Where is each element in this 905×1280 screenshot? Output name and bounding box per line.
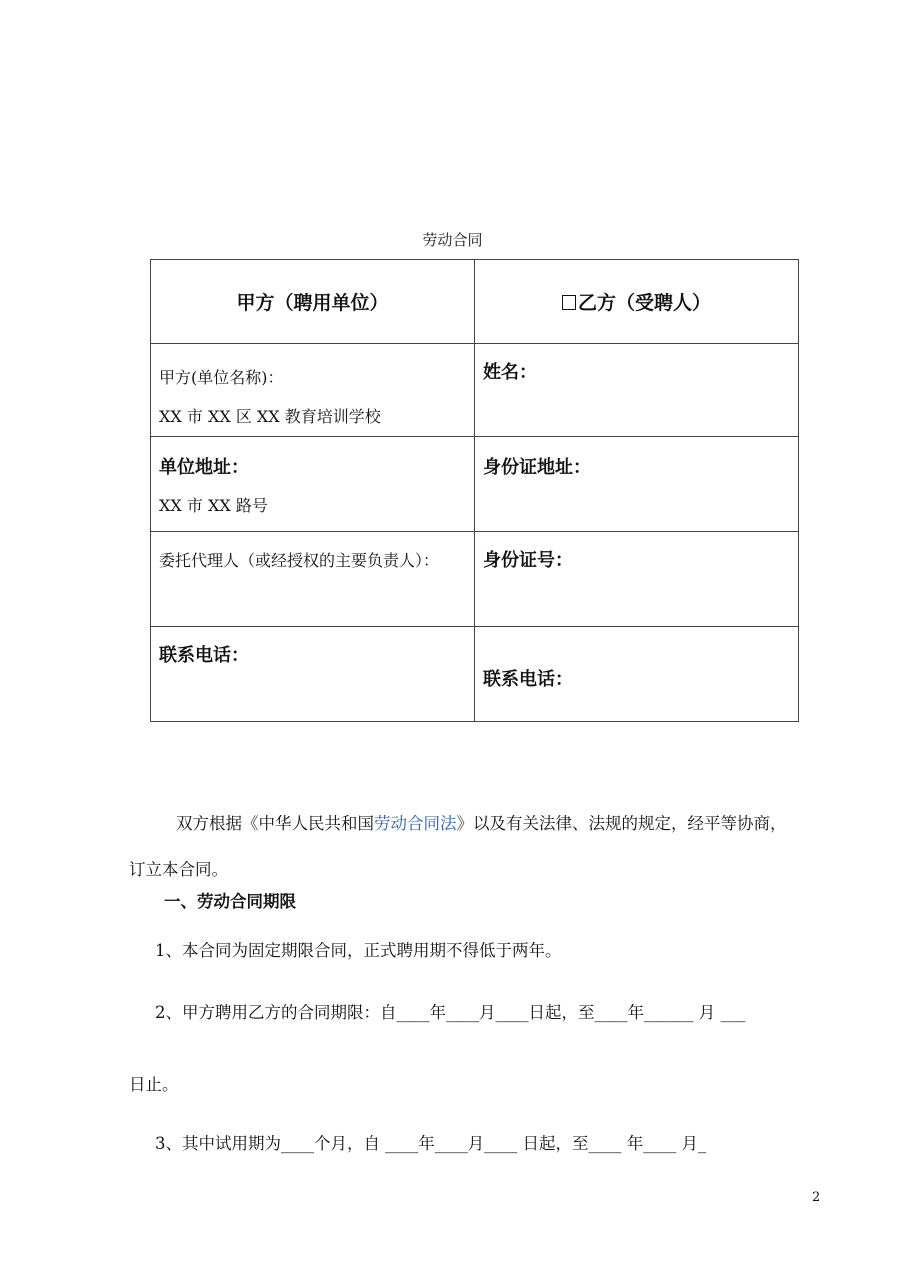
table-row (151, 344, 799, 437)
party-b-id-address-cell (475, 437, 799, 532)
page-number: 2 (812, 1190, 821, 1205)
party-a-header-label: 甲方（聘用单位） (236, 292, 389, 314)
table-header-row (151, 260, 799, 344)
table-row (151, 532, 799, 627)
party-info-table (150, 259, 799, 722)
intro-paragraph-line2: 订立本合同。 (129, 860, 228, 879)
party-a-address-label: 单位地址： (159, 457, 249, 478)
party-a-agent-cell (151, 532, 475, 627)
section-1-title: 一、劳动合同期限 (164, 892, 296, 911)
party-a-agent-label: 委托代理人（或经授权的主要负责人）： (159, 551, 440, 570)
party-a-address-value: XX 市 XX 路号 (159, 496, 268, 515)
clause-2-line2: 日止。 (129, 1075, 179, 1094)
clause-3: 3、其中试用期为____个月，自 ____年____月____ 日起，至____ 年____ 月_ (155, 1134, 707, 1153)
party-b-header (475, 260, 799, 344)
party-b-phone-cell (475, 627, 799, 722)
party-a-name-cell (151, 344, 475, 437)
party-b-id-number-label: 身份证号： (483, 550, 573, 571)
table-row (151, 437, 799, 532)
clause-1: 1、本合同为固定期限合同，正式聘用期不得低于两年。 (155, 941, 562, 960)
party-b-name-label: 姓名： (483, 362, 537, 383)
intro-prefix: 双方根据《中华人民共和国 (176, 814, 374, 833)
party-b-phone-label: 联系电话： (483, 669, 573, 690)
party-a-address-cell (151, 437, 475, 532)
intro-paragraph (176, 810, 876, 834)
party-a-phone-cell (151, 627, 475, 722)
party-a-phone-label: 联系电话： (159, 645, 249, 666)
party-b-id-number-cell (475, 532, 799, 627)
party-a-name-label: 甲方(单位名称)： (159, 368, 284, 387)
labor-contract-law-link[interactable]: 劳动合同法 (374, 814, 457, 833)
clause-2: 2、甲方聘用乙方的合同期限：自____年____月____日起，至____年______ 月 ___ (155, 1003, 746, 1022)
intro-suffix: 》以及有关法律、法规的规定，经平等协商， (456, 814, 787, 833)
party-b-id-address-label: 身份证地址： (483, 457, 591, 478)
party-a-name-value: XX 市 XX 区 XX 教育培训学校 (159, 407, 381, 426)
checkbox-icon[interactable] (562, 295, 576, 310)
party-b-name-cell (475, 344, 799, 437)
table-row (151, 627, 799, 722)
party-a-header (151, 260, 475, 344)
document-title: 劳动合同 (422, 231, 483, 249)
party-b-header-label: 乙方（受聘人） (577, 292, 711, 314)
